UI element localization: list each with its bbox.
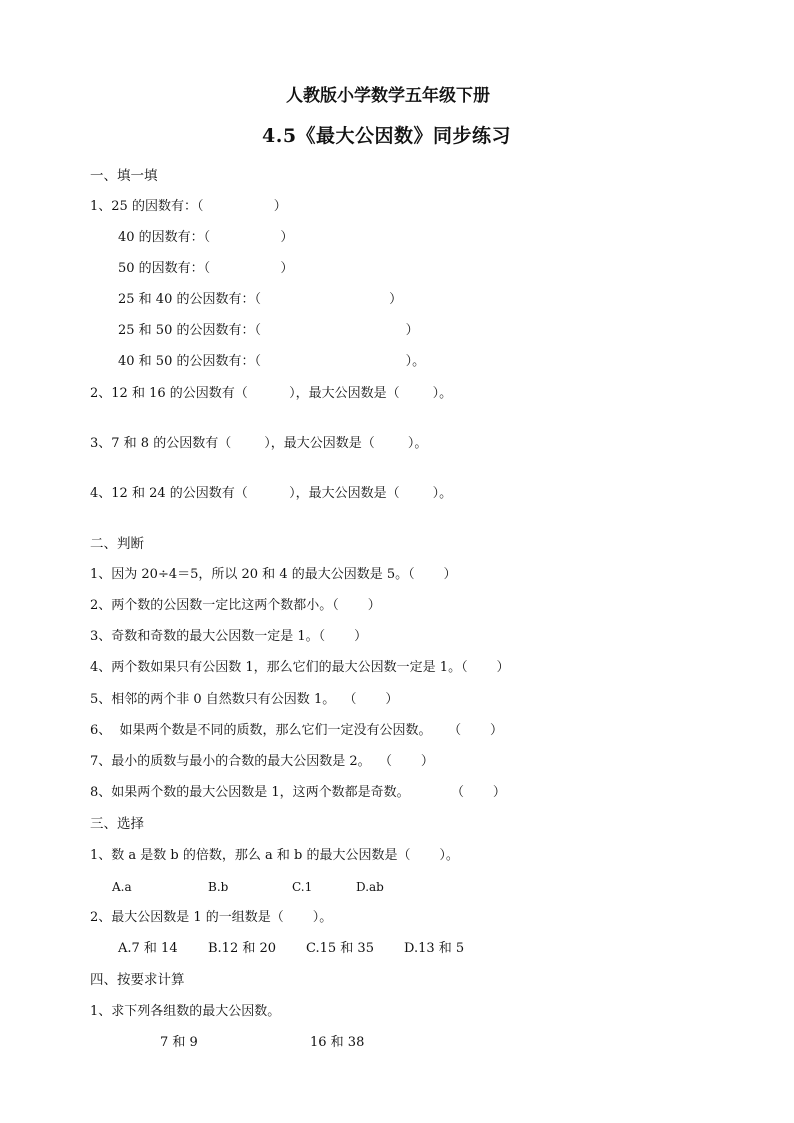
question-1e: 25 和 50 的公因数有：（ ） xyxy=(118,323,419,338)
judge-item: 2、两个数的公因数一定比这两个数都小。（ ） xyxy=(90,598,381,613)
question-3: 3、7 和 8 的公因数有（ ），最大公因数是（ ）。 xyxy=(90,436,428,451)
judge-item: 5、相邻的两个非 0 自然数只有公因数 1。 （ ） xyxy=(90,692,399,707)
question-1f: 40 和 50 的公因数有：（ ）。 xyxy=(118,354,426,369)
question-1a: 1、25 的因数有：（ ） xyxy=(90,199,287,214)
choice-option: C.1 xyxy=(292,880,313,894)
choice-question-2: 2、最大公因数是 1 的一组数是（ ）。 xyxy=(90,910,333,925)
question-2: 2、12 和 16 的公因数有（ ），最大公因数是（ ）。 xyxy=(90,386,453,401)
judge-item: 8、如果两个数的最大公因数是 1，这两个数都是奇数。 （ ） xyxy=(90,785,506,800)
judge-item: 7、最小的质数与最小的合数的最大公因数是 2。 （ ） xyxy=(90,754,434,769)
choice-option: D.ab xyxy=(356,880,384,894)
page-title: 人教版小学数学五年级下册 xyxy=(286,86,490,106)
question-1c: 50 的因数有：（ ） xyxy=(118,261,294,276)
question-4: 4、12 和 24 的公因数有（ ），最大公因数是（ ）。 xyxy=(90,486,453,501)
section-heading-true-false: 二、判断 xyxy=(90,536,144,552)
section-heading-multiple-choice: 三、选择 xyxy=(90,816,144,832)
judge-item: 4、两个数如果只有公因数 1，那么它们的最大公因数一定是 1。（ ） xyxy=(90,660,510,675)
choice-option: C.15 和 35 xyxy=(306,941,374,956)
choice-option: A.a xyxy=(112,880,132,894)
number-pair: 7 和 9 xyxy=(160,1035,198,1050)
choice-question-1: 1、数 a 是数 b 的倍数，那么 a 和 b 的最大公因数是（ ）。 xyxy=(90,848,459,863)
judge-item: 3、奇数和奇数的最大公因数一定是 1。（ ） xyxy=(90,629,368,644)
judge-item: 6、 如果两个数是不同的质数，那么它们一定没有公因数。 （ ） xyxy=(90,723,503,738)
page-subtitle: 4.5《最大公因数》同步练习 xyxy=(262,125,512,147)
question-1b: 40 的因数有：（ ） xyxy=(118,230,294,245)
choice-option: A.7 和 14 xyxy=(118,941,178,956)
section-heading-fill-in: 一、填一填 xyxy=(90,168,158,184)
choice-option: B.12 和 20 xyxy=(208,941,277,956)
choice-option: D.13 和 5 xyxy=(404,941,465,956)
question-1d: 25 和 40 的公因数有：（ ） xyxy=(118,292,403,307)
calc-question-1: 1、求下列各组数的最大公因数。 xyxy=(90,1004,281,1019)
number-pair: 16 和 38 xyxy=(310,1035,365,1050)
section-heading-calculation: 四、按要求计算 xyxy=(90,972,185,988)
judge-item: 1、因为 20÷4＝5，所以 20 和 4 的最大公因数是 5。（ ） xyxy=(90,567,457,582)
choice-option: B.b xyxy=(208,880,229,894)
